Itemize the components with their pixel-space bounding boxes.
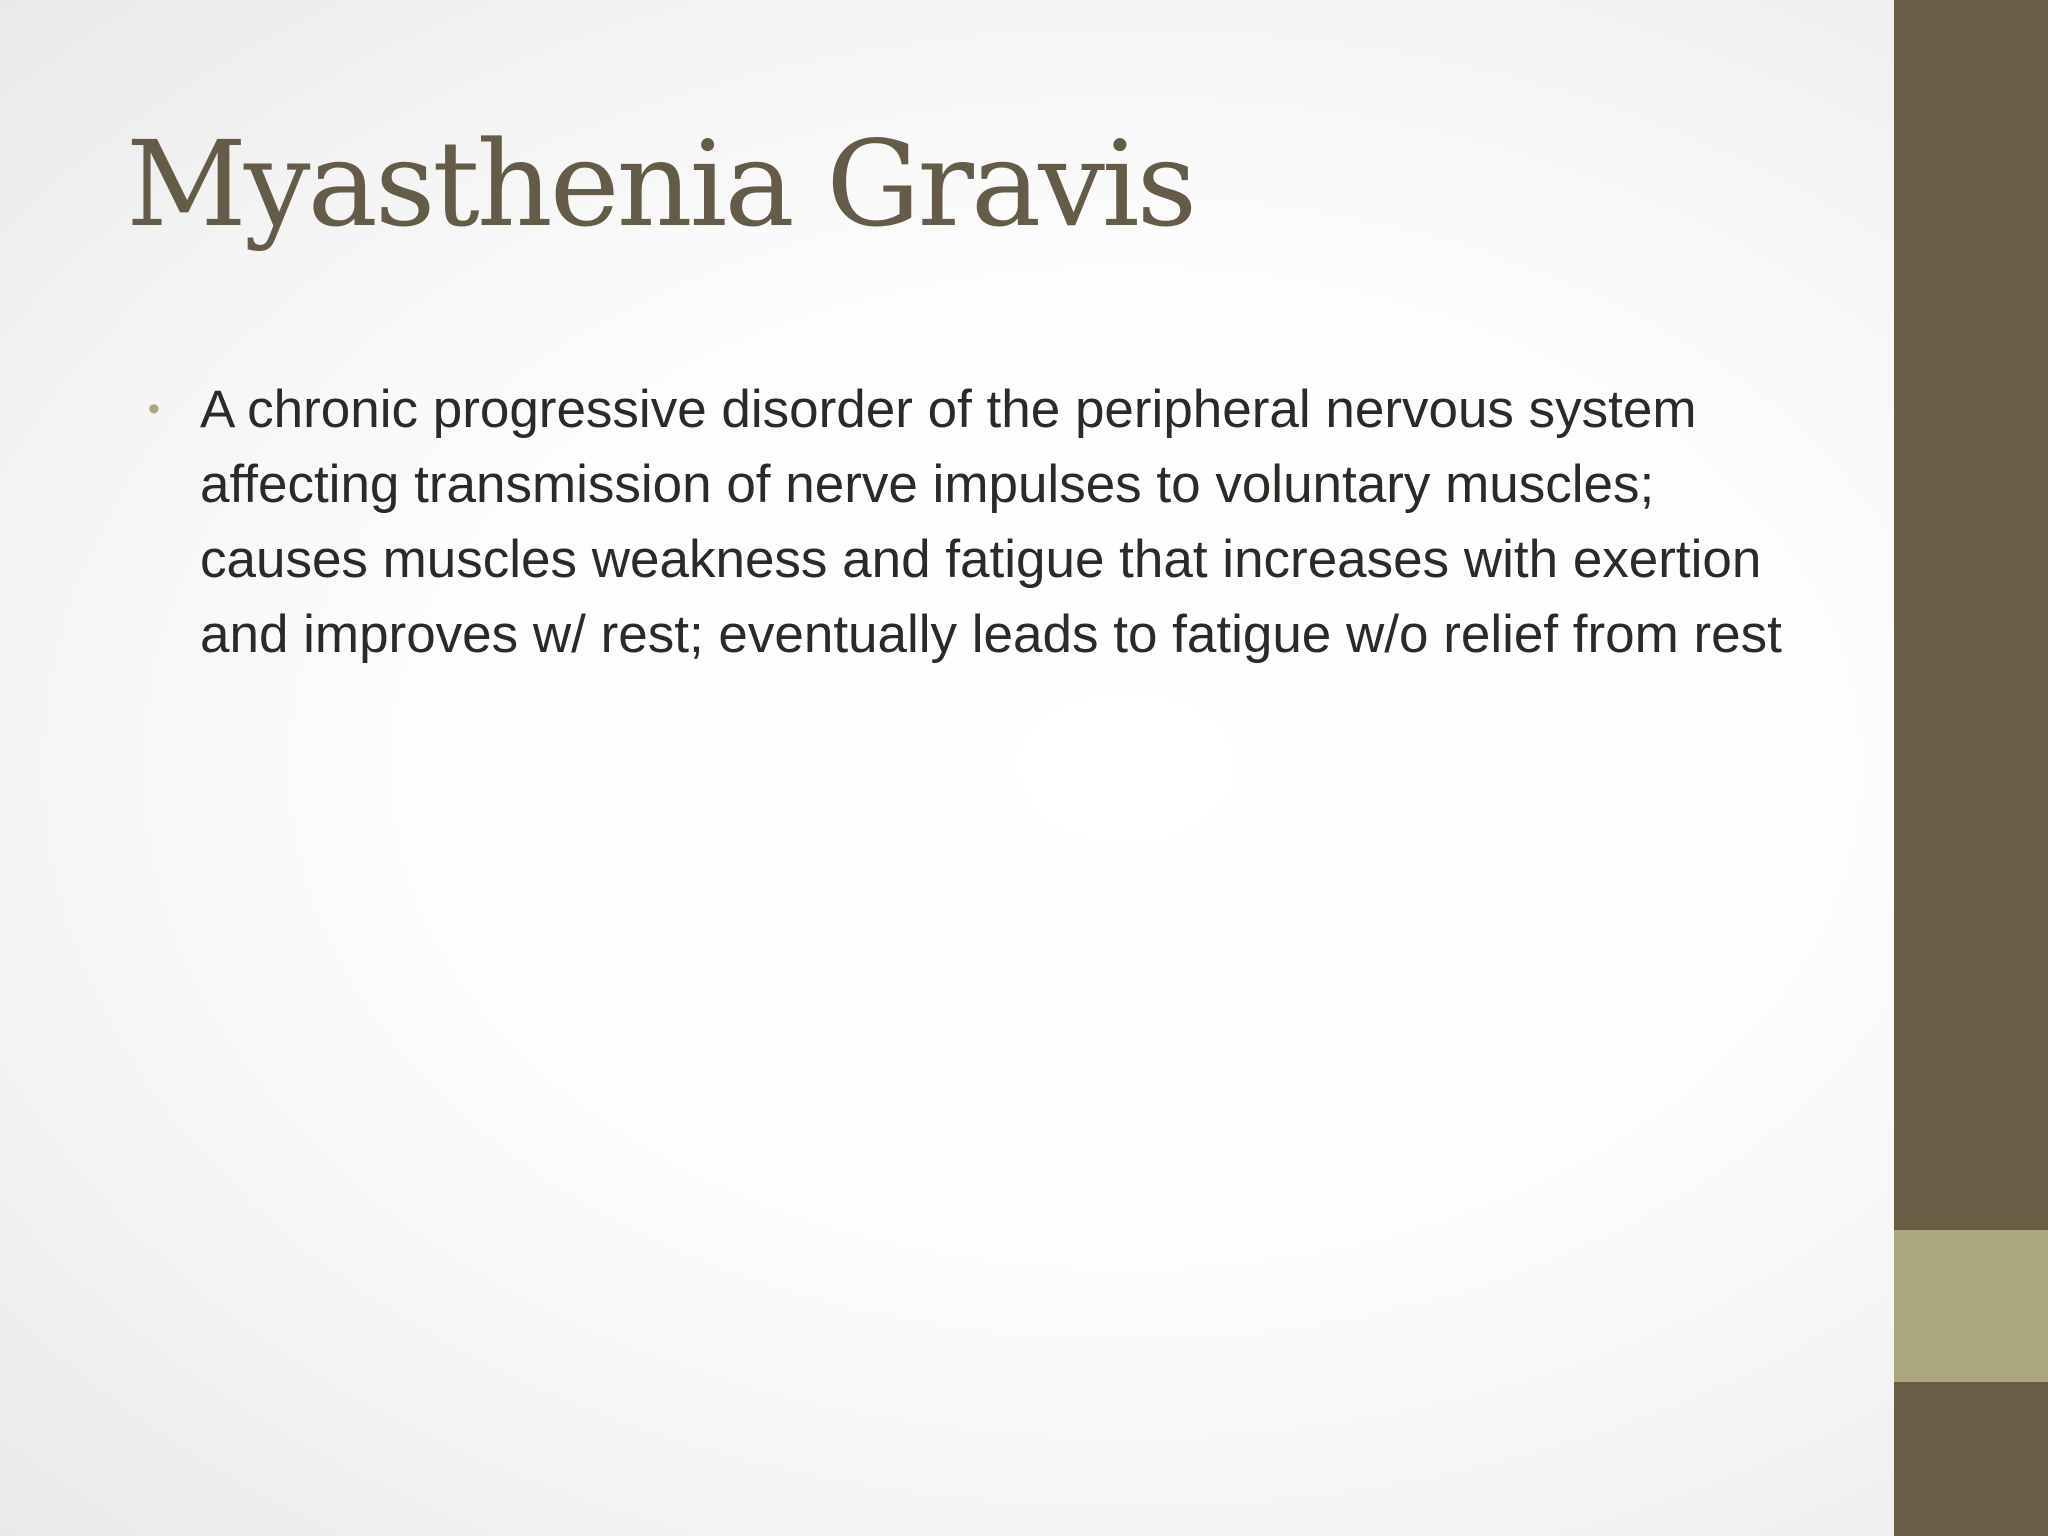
side-decoration-accent xyxy=(1894,1230,2048,1382)
slide-title: Myasthenia Gravis xyxy=(126,115,1195,253)
bullet-marker-icon: • xyxy=(148,390,160,428)
bullet-item xyxy=(148,372,1808,672)
bullet-text: A chronic progressive disorder of the peripheral nervous system affecting transmission of nerve impulses to voluntary muscles; causes muscles weakness and fatigue that increases with exertion and improves w/ rest; eventually leads to fatigue w/o relief from rest xyxy=(200,380,1782,664)
slide-content xyxy=(148,372,1808,672)
